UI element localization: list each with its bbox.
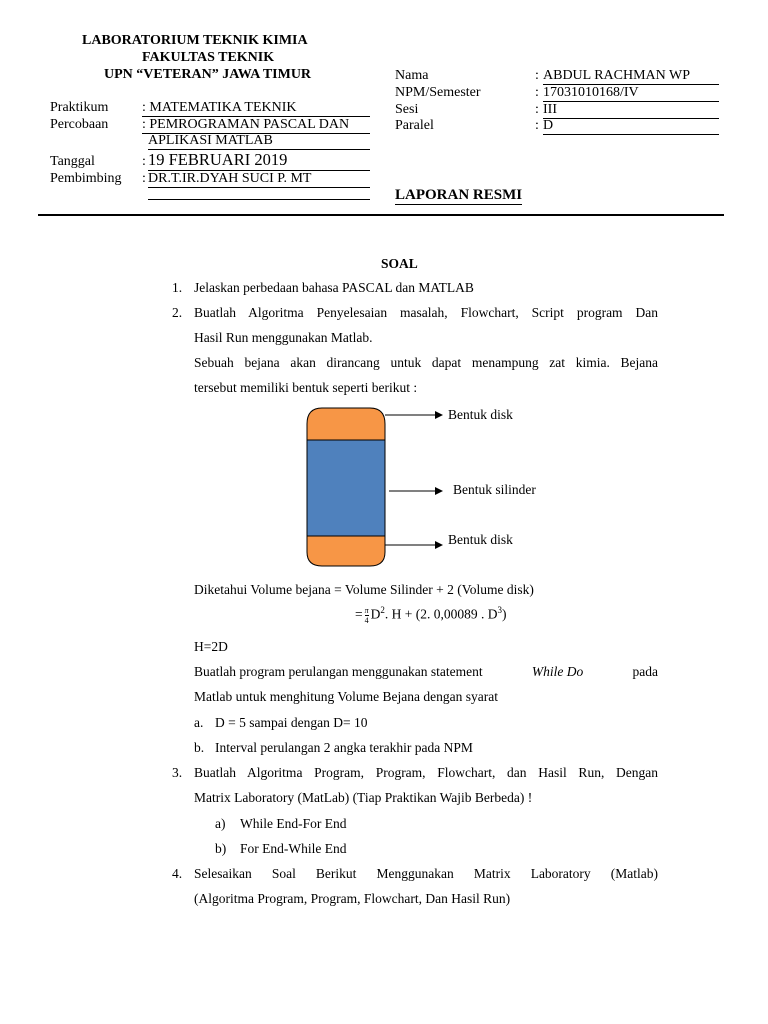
label-cylinder: Bentuk silinder (453, 482, 536, 497)
percobaan-label: Percobaan (50, 117, 109, 132)
section-title: SOAL (381, 256, 418, 271)
pembimbing-colon: : (142, 171, 146, 186)
sub-a-label: a. (194, 715, 204, 730)
q3-line1: Buatlah Algoritma Program, Program, Flowchart, dan Hasil Run, Dengan (194, 765, 658, 780)
bottom-disk (307, 536, 385, 566)
paralel-label: Paralel (395, 118, 434, 133)
formula-d: D (370, 606, 381, 622)
pembimbing-extra-line (148, 199, 370, 200)
label-disk-bottom: Bentuk disk (448, 532, 513, 547)
nama-label: Nama (395, 68, 429, 83)
cylinder-body (307, 440, 385, 536)
q3a-text: While End-For End (240, 816, 347, 831)
sesi-value: III (543, 102, 719, 119)
university-title: UPN “VETERAN” JAWA TIMUR (104, 67, 312, 82)
q3-number: 3. (172, 765, 183, 780)
formula-close: ) (502, 606, 507, 622)
q2-line1: Buatlah Algoritma Penyelesaian masalah, Flowchart, Script program Dan (194, 305, 658, 320)
q1-text: Jelaskan perbedaan bahasa PASCAL dan MATLAB (194, 280, 474, 295)
q2-paragraph-line1: Sebuah bejana akan dirancang untuk dapat menampung zat kimia. Bejana (194, 355, 658, 370)
paralel-colon: : (535, 118, 539, 133)
q4-line2: (Algoritma Program, Program, Flowchart, Dan Hasil Run) (194, 891, 511, 906)
sub-b-label: b. (194, 740, 205, 755)
percobaan-value-line2: APLIKASI MATLAB (148, 133, 370, 150)
q3a-label: a) (215, 816, 226, 831)
praktikum-value: : MATEMATIKA TEKNIK (142, 100, 370, 117)
formula-middle: . H + (2. 0,00089 . D (384, 606, 498, 622)
formula-pi: π (364, 606, 369, 615)
while-line1-start: Buatlah program perulangan menggunakan statement (194, 664, 483, 679)
faculty-title: FAKULTAS TEKNIK (142, 50, 275, 65)
q3-line2: Matrix Laboratory (MatLab) (Tiap Praktikan Wajib Berbeda) ! (194, 790, 533, 805)
while-do-keyword: While Do (531, 664, 584, 679)
paralel-value: D (543, 118, 719, 135)
pembimbing-value: DR.T.IR.DYAH SUCI P. MT (148, 171, 370, 188)
formula-equals: = (355, 606, 363, 622)
top-disk (307, 408, 385, 440)
while-line1-end: pada (632, 664, 658, 679)
percobaan-value-line1: : PEMROGRAMAN PASCAL DAN (142, 117, 370, 134)
q3b-text: For End-While End (240, 841, 347, 856)
pembimbing-label: Pembimbing (50, 171, 122, 186)
formula-exponent-2: 2 (380, 605, 385, 616)
npm-colon: : (535, 85, 539, 100)
sub-a-text: D = 5 sampai dengan D= 10 (215, 715, 368, 730)
formula-line1: Diketahui Volume bejana = Volume Silinder + 2 (Volume disk) (194, 582, 534, 597)
h-equation: H=2D (194, 639, 228, 654)
pi-over-four-fraction (365, 606, 369, 625)
npm-value: 17031010168/IV (543, 85, 719, 102)
while-line2: Matlab untuk menghitung Volume Bejana dengan syarat (194, 689, 498, 704)
sesi-colon: : (535, 102, 539, 117)
while-line1 (194, 664, 658, 680)
label-disk-top: Bentuk disk (448, 407, 513, 422)
vessel-diagram (300, 400, 450, 572)
lab-title: LABORATORIUM TEKNIK KIMIA (82, 33, 308, 48)
formula-line2 (355, 606, 507, 625)
formula-denominator: 4 (364, 616, 369, 625)
sesi-label: Sesi (395, 102, 419, 117)
tanggal-colon: : (142, 154, 146, 169)
praktikum-label: Praktikum (50, 100, 109, 115)
tanggal-label: Tanggal (50, 154, 95, 169)
tanggal-value: 19 FEBRUARI 2019 (148, 150, 370, 171)
q3b-label: b) (215, 841, 227, 856)
report-title: LAPORAN RESMI (395, 187, 523, 203)
formula-exponent-3: 3 (497, 605, 502, 616)
q4-number: 4. (172, 866, 183, 881)
q4-line1: Selesaikan Soal Berikut Menggunakan Matrix Laboratory (Matlab) (194, 866, 658, 881)
npm-label: NPM/Semester (395, 85, 481, 100)
q1-number: 1. (172, 280, 183, 295)
q2-paragraph-line2: tersebut memiliki bentuk seperti berikut : (194, 380, 418, 395)
nama-value: ABDUL RACHMAN WP (543, 68, 719, 85)
header-divider (38, 214, 724, 216)
q2-line2: Hasil Run menggunakan Matlab. (194, 330, 373, 345)
q2-number: 2. (172, 305, 183, 320)
sub-b-text: Interval perulangan 2 angka terakhir pada NPM (215, 740, 473, 755)
nama-colon: : (535, 68, 539, 83)
